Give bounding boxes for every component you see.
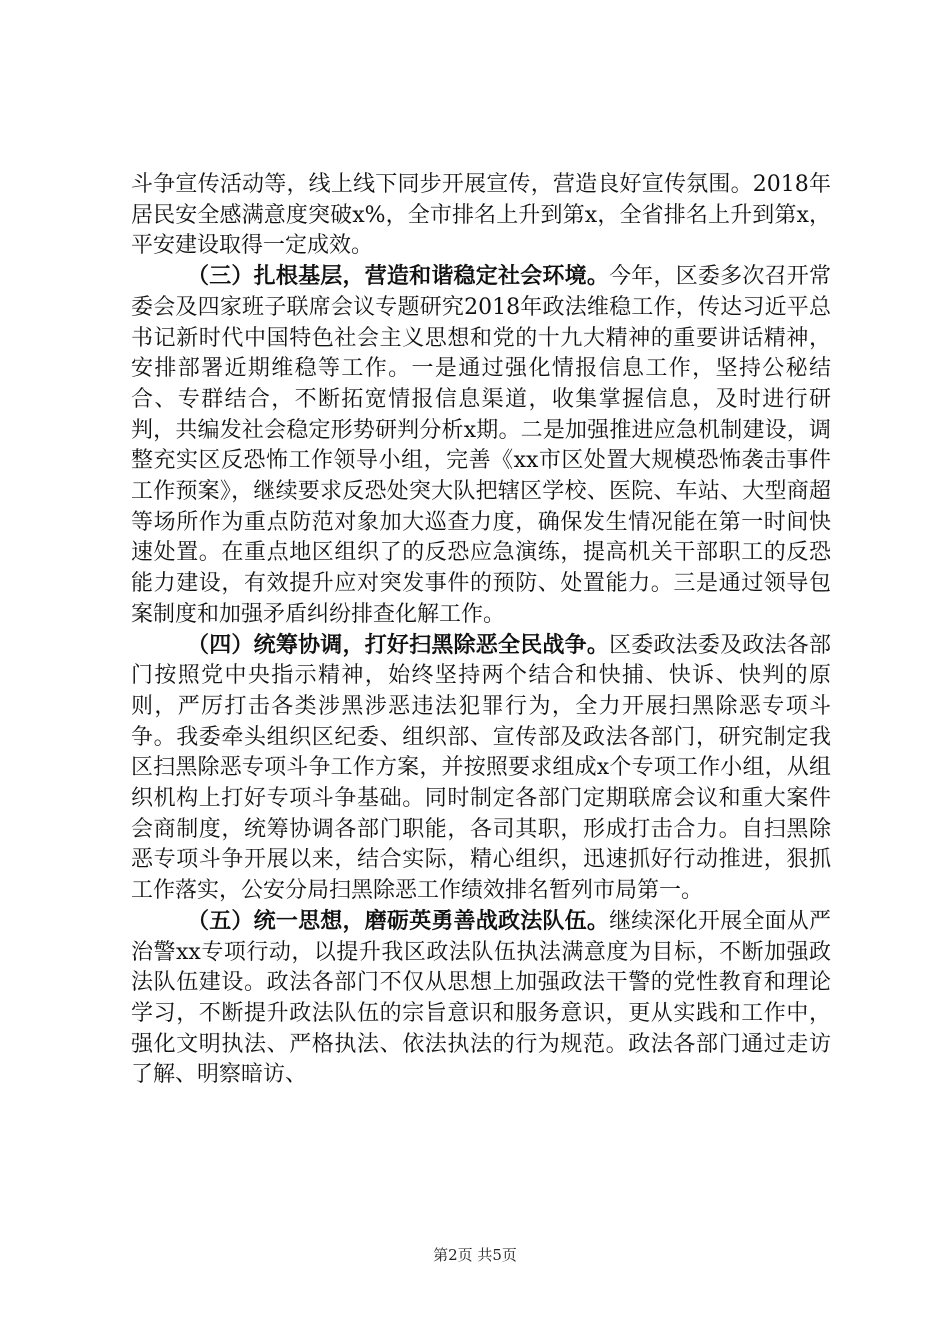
paragraph-text: 今年，区委多次召开常委会及四家班子联席会议专题研究2018年政法维稳工作，传达习近平总书记新时代中国特色社会主义思想和党的十九大精神的重要讲话精神，安排部署近期维稳等工作。一是通过强化情报信息工作，坚持公秘结合、专群结合，不断拓宽情报信息渠道，收集掌握信息，及时进行研判，共编发社会稳定形势研判分析x期。二是加强推进应急机制建设，调整充实区反恐怖工作领导小组，完善《xx市区处置大规模恐怖袭击事件工作预案》，继续要求反恐处突大队把辖区学校、医院、车站、大型商超等场所作为重点防范对象加大巡查力度，确保发生情况能在第一时间快速处置。在重点地区组织了的反恐应急演练，提高机关干部职工的反恐能力建设，有效提升应对突发事件的预防、处置能力。三是通过领导包案制度和加强矛盾纠纷排查化解工作。 [131, 264, 831, 627]
paragraph-section-4 [131, 631, 831, 907]
document-body [131, 170, 831, 1091]
paragraph-section-5 [131, 907, 831, 1091]
paragraph-section-3 [131, 262, 831, 630]
paragraph-text: 斗争宣传活动等，线上线下同步开展宣传，营造良好宣传氛围。2018年居民安全感满意度突破x%，全市排名上升到第x，全省排名上升到第x，平安建设取得一定成效。 [131, 172, 831, 259]
section-heading: （四）统筹协调，打好扫黑除恶全民战争。 [187, 632, 610, 658]
page-footer: 第2页 共5页 [433, 1246, 517, 1264]
section-heading: （五）统一思想，磨砺英勇善战政法队伍。 [187, 908, 610, 934]
paragraph-text: 继续深化开展全面从严治警xx专项行动，以提升我区政法队伍执法满意度为目标，不断加强政法队伍建设。政法各部门不仅从思想上加强政法干警的党性教育和理论学习，不断提升政法队伍的宗旨意识和服务意识，更从实践和工作中，强化文明执法、严格执法、依法执法的行为规范。政法各部门通过走访了解、明察暗访、 [131, 908, 831, 1088]
paragraph-continuation [131, 170, 831, 262]
paragraph-text: 区委政法委及政法各部门按照党中央指示精神，始终坚持两个结合和快捕、快诉、快判的原则，严厉打击各类涉黑涉恶违法犯罪行为，全力开展扫黑除恶专项斗争。我委牵头组织区纪委、组织部、宣传部及政法各部门，研究制定我区扫黑除恶专项斗争工作方案，并按照要求组成x个专项工作小组，从组织机构上打好专项斗争基础。同时制定各部门定期联席会议和重大案件会商制度，统筹协调各部门职能，各司其职，形成打击合力。自扫黑除恶专项斗争开展以来，结合实际，精心组织，迅速抓好行动推进，狠抓工作落实，公安分局扫黑除恶工作绩效排名暂列市局第一。 [131, 632, 831, 904]
section-heading: （三）扎根基层，营造和谐稳定社会环境。 [187, 264, 610, 290]
